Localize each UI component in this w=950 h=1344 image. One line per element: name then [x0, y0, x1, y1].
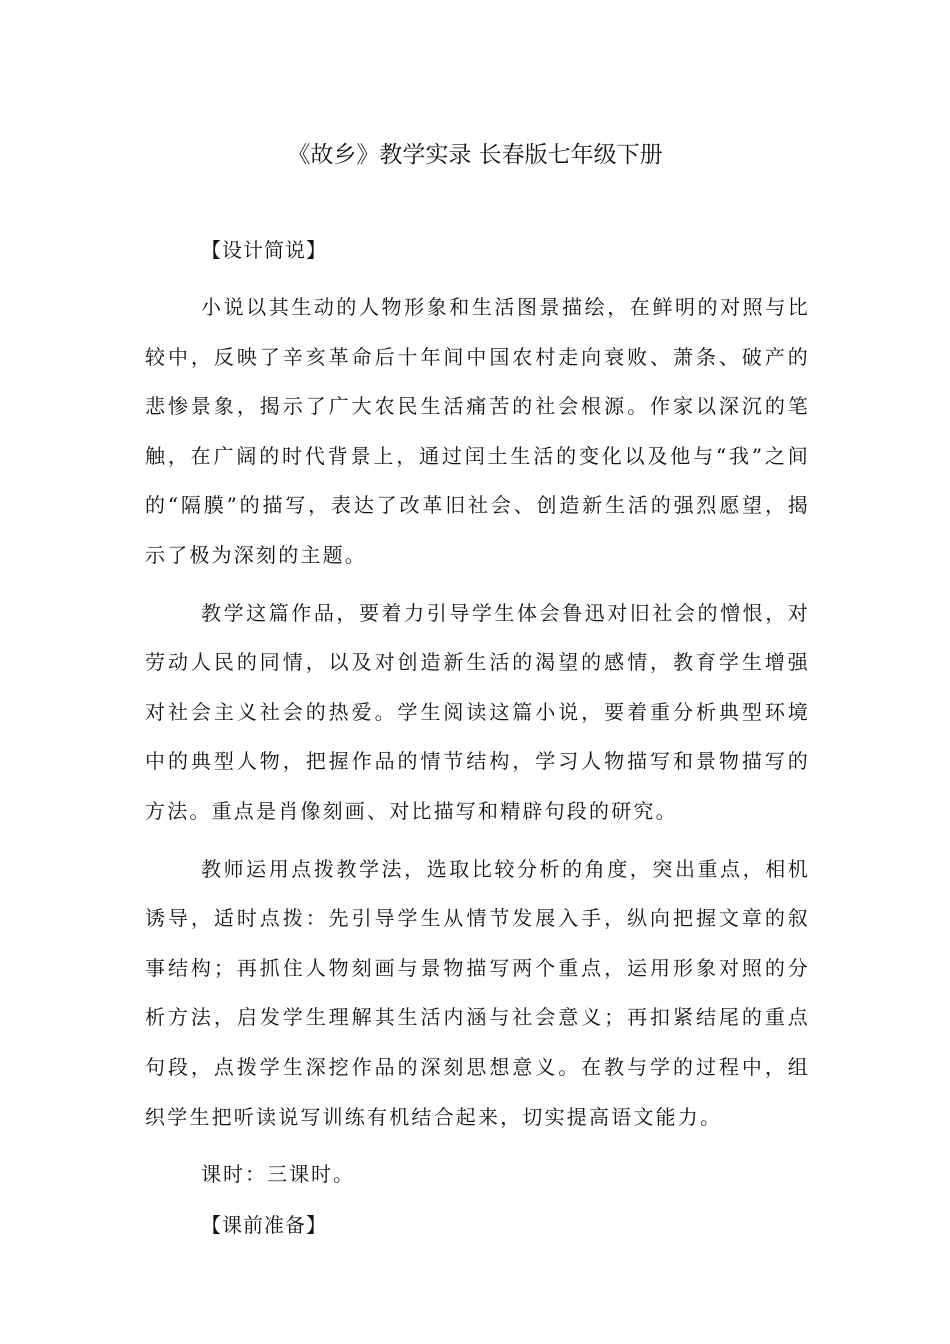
paragraph-2: 教学这篇作品，要着力引导学生体会鲁迅对旧社会的憎恨，对劳动人民的同情，以及对创造新生活的渴望的感情，教育学生增强对社会主义社会的热爱。学生阅读这篇小说，要着重分析典型环境中的典型人物，把握作品的情节结构，学习人物描写和景物描写的方法。重点是肖像刻画、对比描写和精辟句段的研究。 — [145, 600, 810, 823]
paragraph-1: 小说以其生动的人物形象和生活图景描绘，在鲜明的对照与比较中，反映了辛亥革命后十年间中国农村走向衰败、萧条、破产的悲惨景象，揭示了广大农民生活痛苦的社会根源。作家以深沉的笔触，在广阔的时代背景上，通过闰土生活的变化以及他与“我”之间的“隔膜”的描写，表达了改革旧社会、创造新生活的强烈愿望，揭示了极为深刻的主题。 — [145, 295, 810, 567]
section-heading-prep: 【课前准备】 — [201, 1212, 327, 1237]
paragraph-3: 教师运用点拨教学法，选取比较分析的角度，突出重点，相机诱导，适时点拨：先引导学生从情节发展入手，纵向把握文章的叙事结构；再抓住人物刻画与景物描写两个重点，运用形象对照的分析方法，启发学生理解其生活内涵与社会意义；再扣紧结尾的重点句段，点拨学生深挖作品的深刻思想意义。在教与学的过程中，组织学生把听读说写训练有机结合起来，切实提高语文能力。 — [145, 856, 810, 1129]
document-body — [145, 233, 810, 1258]
document-title: 《故乡》教学实录 长春版七年级下册 — [287, 142, 663, 168]
section-heading-design: 【设计简说】 — [201, 238, 327, 262]
class-hours-text: 课时：三课时。 — [201, 1162, 355, 1187]
